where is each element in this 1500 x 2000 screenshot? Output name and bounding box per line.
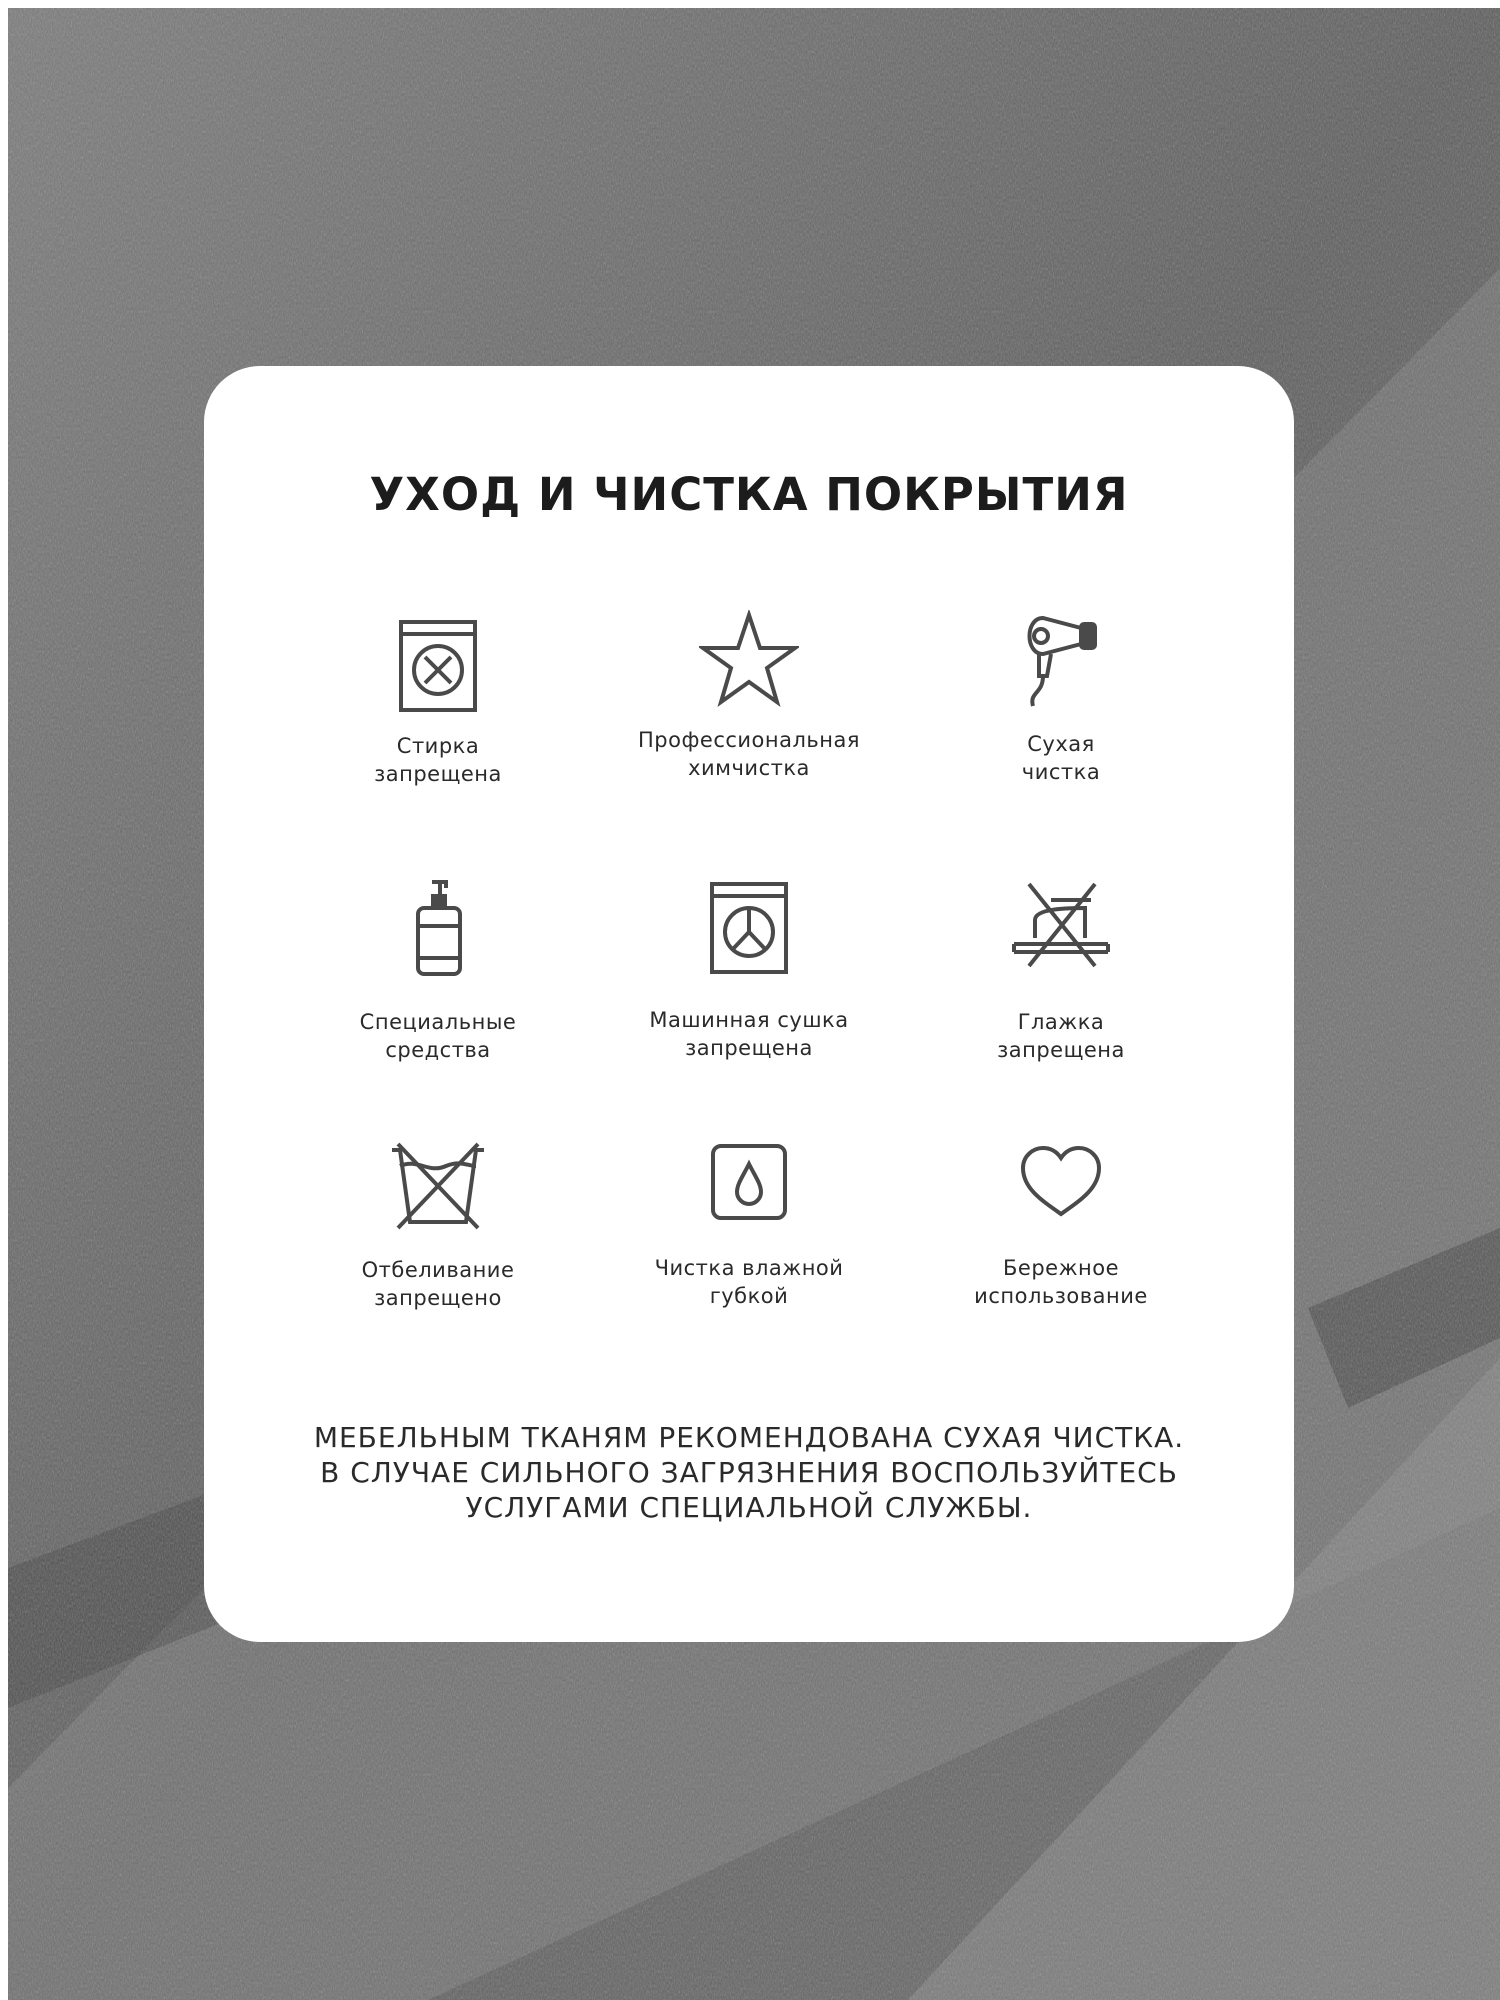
soap-bottle-icon bbox=[388, 878, 488, 978]
star-icon bbox=[699, 610, 799, 710]
care-item-label: Сухая чистка bbox=[1021, 732, 1101, 784]
wet-sponge-icon bbox=[699, 1138, 799, 1238]
cleaning-recommendation-note: МЕБЕЛЬНЫМ ТКАНЯМ РЕКОМЕНДОВАНА СУХАЯ ЧИСТКА. В СЛУЧАЕ СИЛЬНОГО ЗАГРЯЗНЕНИЯ ВОСПОЛЬЗУЙТЕСЬ УСЛУГАМИ СПЕЦИАЛЬНОЙ СЛУЖБЫ. bbox=[313, 1421, 1185, 1524]
no-ironing-icon bbox=[1011, 878, 1111, 978]
care-item-label: Машинная сушка запрещена bbox=[649, 1008, 849, 1060]
heart-icon bbox=[1011, 1138, 1111, 1238]
care-item-label: Стирка запрещена bbox=[374, 734, 502, 786]
care-item-label: Глажка запрещена bbox=[997, 1010, 1125, 1062]
hair-dryer-icon bbox=[1011, 614, 1111, 714]
care-item-label: Специальные средства bbox=[359, 1010, 517, 1062]
care-item-label: Чистка влажной губкой bbox=[654, 1256, 844, 1308]
care-card bbox=[204, 366, 1294, 1642]
care-item-label: Профессиональная химчистка bbox=[637, 728, 861, 780]
no-bleach-icon bbox=[388, 1136, 488, 1236]
no-tumble-dry-icon bbox=[699, 878, 799, 978]
care-item-label: Бережное использование bbox=[974, 1256, 1148, 1308]
care-item-label: Отбеливание запрещено bbox=[361, 1258, 515, 1310]
page-title: УХОД И ЧИСТКА ПОКРЫТИЯ bbox=[369, 468, 1129, 521]
no-washing-machine-icon bbox=[388, 616, 488, 716]
